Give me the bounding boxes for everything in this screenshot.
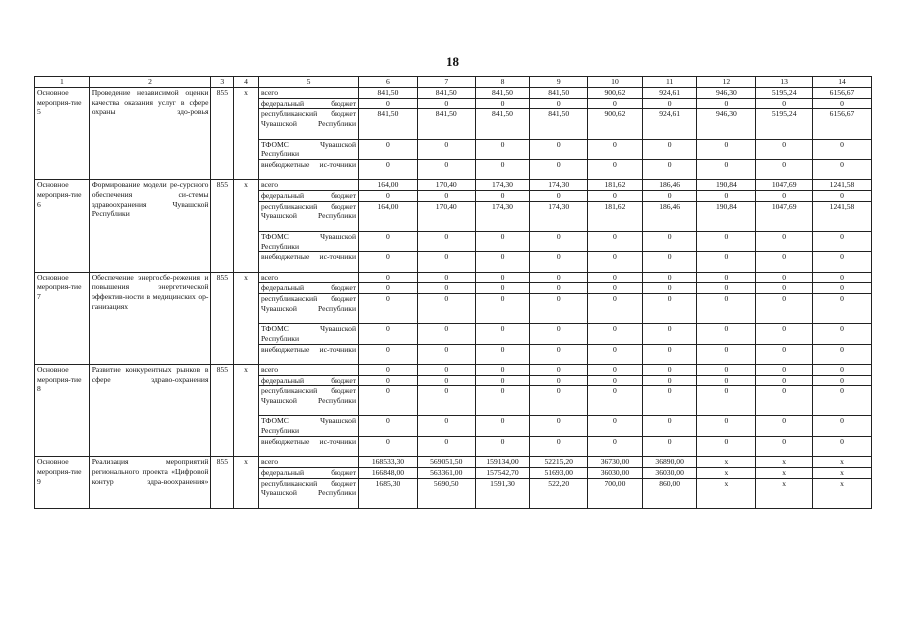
value-cell: 0 (530, 231, 588, 251)
value-cell: 860,00 (642, 478, 697, 508)
value-cell: 0 (417, 98, 475, 109)
value-cell: 0 (588, 159, 643, 179)
column-header: 4 (234, 77, 259, 88)
value-cell: 0 (588, 436, 643, 456)
value-cell: 1685,30 (359, 478, 418, 508)
value-cell: 0 (697, 98, 756, 109)
value-cell: 0 (756, 364, 813, 375)
value-cell: 0 (530, 386, 588, 416)
row-code: х (234, 180, 259, 272)
value-cell: 0 (475, 283, 530, 294)
value-cell: 0 (359, 344, 418, 364)
value-cell: 0 (813, 139, 872, 159)
value-cell: 841,50 (530, 109, 588, 139)
value-cell: 170,40 (417, 201, 475, 231)
value-cell: 186,46 (642, 180, 697, 191)
value-cell: 0 (642, 283, 697, 294)
value-cell: 0 (756, 294, 813, 324)
column-header: 8 (475, 77, 530, 88)
value-cell: 0 (530, 272, 588, 283)
value-cell: 841,50 (359, 88, 418, 99)
table-row (35, 180, 872, 191)
value-cell: 0 (588, 272, 643, 283)
value-cell: 5195,24 (756, 88, 813, 99)
column-header: 7 (417, 77, 475, 88)
value-cell: 0 (475, 294, 530, 324)
value-cell: 0 (756, 344, 813, 364)
value-cell: 0 (417, 364, 475, 375)
column-header: 5 (258, 77, 358, 88)
value-cell: 0 (588, 324, 643, 344)
value-cell: 181,62 (588, 201, 643, 231)
table-row (35, 457, 872, 468)
row-status: Основное мероприя-тие 7 (35, 272, 90, 364)
value-cell: 0 (417, 139, 475, 159)
column-header: 1 (35, 77, 90, 88)
funding-source: республиканский бюджет Чувашской Республики (258, 386, 358, 416)
value-cell: 164,00 (359, 201, 418, 231)
value-cell: 0 (813, 191, 872, 202)
table-row (35, 364, 872, 375)
value-cell: 0 (417, 386, 475, 416)
value-cell: 0 (475, 272, 530, 283)
value-cell: 522,20 (530, 478, 588, 508)
value-cell: 6156,67 (813, 109, 872, 139)
value-cell: 0 (813, 375, 872, 386)
value-cell: 0 (530, 416, 588, 436)
value-cell: 166848,00 (359, 467, 418, 478)
value-cell: 0 (697, 191, 756, 202)
table-row (35, 88, 872, 99)
value-cell: 0 (697, 231, 756, 251)
funding-source: ТФОМС Чувашской Республики (258, 324, 358, 344)
value-cell: 0 (697, 324, 756, 344)
row-code: х (234, 272, 259, 364)
value-cell: 0 (359, 436, 418, 456)
value-cell: 0 (813, 344, 872, 364)
value-cell: 0 (417, 272, 475, 283)
value-cell: 0 (642, 191, 697, 202)
value-cell: 0 (530, 375, 588, 386)
value-cell: 0 (697, 344, 756, 364)
row-grbs: 855 (211, 272, 234, 364)
value-cell: 0 (642, 272, 697, 283)
value-cell: х (813, 457, 872, 468)
value-cell: 170,40 (417, 180, 475, 191)
value-cell: 0 (588, 231, 643, 251)
value-cell: 0 (642, 416, 697, 436)
value-cell: 190,84 (697, 180, 756, 191)
value-cell: 0 (475, 416, 530, 436)
funding-source: федеральный бюджет (258, 191, 358, 202)
value-cell: 0 (417, 283, 475, 294)
row-status: Основное мероприя-тие 5 (35, 88, 90, 180)
value-cell: 0 (588, 364, 643, 375)
value-cell: 0 (359, 159, 418, 179)
funding-source: всего (258, 180, 358, 191)
value-cell: 1591,30 (475, 478, 530, 508)
funding-source: ТФОМС Чувашской Республики (258, 416, 358, 436)
row-code: х (234, 88, 259, 180)
page-number: 18 (446, 54, 459, 69)
value-cell: 0 (417, 324, 475, 344)
value-cell: 0 (475, 191, 530, 202)
value-cell: 0 (642, 252, 697, 272)
value-cell: 0 (813, 159, 872, 179)
funding-source: всего (258, 88, 358, 99)
value-cell: 0 (813, 272, 872, 283)
value-cell: 0 (756, 386, 813, 416)
row-grbs: 855 (211, 180, 234, 272)
column-header: 13 (756, 77, 813, 88)
value-cell: 0 (813, 416, 872, 436)
value-cell: 174,30 (475, 180, 530, 191)
value-cell: 0 (588, 252, 643, 272)
table-row (35, 272, 872, 283)
value-cell: 174,30 (530, 201, 588, 231)
value-cell: 924,61 (642, 109, 697, 139)
value-cell: 168533,30 (359, 457, 418, 468)
value-cell: 0 (417, 344, 475, 364)
value-cell: 0 (756, 191, 813, 202)
value-cell: 0 (359, 231, 418, 251)
value-cell: 0 (588, 416, 643, 436)
value-cell: 0 (475, 344, 530, 364)
funding-source: федеральный бюджет (258, 467, 358, 478)
value-cell: 0 (359, 375, 418, 386)
value-cell: 0 (588, 375, 643, 386)
value-cell: х (813, 467, 872, 478)
value-cell: 0 (756, 252, 813, 272)
column-header: 3 (211, 77, 234, 88)
column-header: 10 (588, 77, 643, 88)
value-cell: 946,30 (697, 109, 756, 139)
value-cell: 0 (697, 252, 756, 272)
value-cell: 0 (359, 416, 418, 436)
value-cell: х (756, 457, 813, 468)
value-cell: 946,30 (697, 88, 756, 99)
budget-table (34, 76, 872, 509)
value-cell: х (697, 467, 756, 478)
row-name: Формирование модели ре-сурсного обеспечения си-стемы здравоохранения Чувашской Республики (89, 180, 211, 272)
row-name: Реализация мероприятий регионального проекта «Цифровой контур здра-воохранения» (89, 457, 211, 509)
column-header: 12 (697, 77, 756, 88)
funding-source: всего (258, 272, 358, 283)
funding-source: федеральный бюджет (258, 283, 358, 294)
value-cell: 0 (417, 416, 475, 436)
row-grbs: 855 (211, 364, 234, 456)
value-cell: 0 (756, 283, 813, 294)
value-cell: х (813, 478, 872, 508)
value-cell: 900,62 (588, 109, 643, 139)
value-cell: 0 (756, 436, 813, 456)
value-cell: 0 (417, 252, 475, 272)
value-cell: 0 (475, 159, 530, 179)
value-cell: 0 (359, 386, 418, 416)
value-cell: 0 (359, 283, 418, 294)
value-cell: 841,50 (475, 109, 530, 139)
value-cell: 0 (530, 294, 588, 324)
value-cell: 181,62 (588, 180, 643, 191)
value-cell: 0 (530, 191, 588, 202)
funding-source: республиканский бюджет Чувашской Республики (258, 478, 358, 508)
value-cell: 174,30 (530, 180, 588, 191)
funding-source: республиканский бюджет Чувашской Республики (258, 201, 358, 231)
value-cell: 0 (756, 139, 813, 159)
funding-source: всего (258, 457, 358, 468)
value-cell: х (756, 467, 813, 478)
value-cell: 0 (417, 159, 475, 179)
value-cell: 0 (359, 191, 418, 202)
value-cell: 1241,58 (813, 180, 872, 191)
value-cell: 1047,69 (756, 180, 813, 191)
funding-source: внебюджетные ис-точники (258, 252, 358, 272)
row-grbs: 855 (211, 457, 234, 509)
value-cell: 0 (697, 375, 756, 386)
value-cell: 36030,00 (588, 467, 643, 478)
value-cell: 0 (642, 139, 697, 159)
value-cell: 0 (359, 98, 418, 109)
value-cell: 0 (359, 252, 418, 272)
value-cell: 0 (359, 294, 418, 324)
value-cell: 0 (756, 416, 813, 436)
value-cell: 0 (475, 231, 530, 251)
value-cell: 841,50 (417, 88, 475, 99)
value-cell: 0 (697, 139, 756, 159)
value-cell: 0 (813, 231, 872, 251)
value-cell: 0 (475, 375, 530, 386)
value-cell: 0 (697, 159, 756, 179)
funding-source: республиканский бюджет Чувашской Республики (258, 109, 358, 139)
value-cell: 563361,00 (417, 467, 475, 478)
value-cell: 6156,67 (813, 88, 872, 99)
value-cell: 186,46 (642, 201, 697, 231)
value-cell: 0 (417, 294, 475, 324)
funding-source: всего (258, 364, 358, 375)
value-cell: 0 (475, 386, 530, 416)
value-cell: 0 (642, 98, 697, 109)
value-cell: х (756, 478, 813, 508)
value-cell: х (697, 478, 756, 508)
value-cell: 0 (530, 159, 588, 179)
value-cell: 0 (813, 436, 872, 456)
value-cell: 0 (756, 272, 813, 283)
value-cell: 0 (697, 294, 756, 324)
value-cell: 0 (475, 436, 530, 456)
value-cell: 0 (756, 231, 813, 251)
value-cell: 0 (756, 159, 813, 179)
value-cell: 51693,00 (530, 467, 588, 478)
value-cell: 0 (588, 139, 643, 159)
value-cell: 0 (642, 386, 697, 416)
row-code: х (234, 364, 259, 456)
value-cell: 174,30 (475, 201, 530, 231)
row-name: Развитие конкурентных рынков в сфере здраво-охранения (89, 364, 211, 456)
value-cell: 700,00 (588, 478, 643, 508)
value-cell: 0 (417, 231, 475, 251)
value-cell: 157542,70 (475, 467, 530, 478)
value-cell: 36730,00 (588, 457, 643, 468)
row-status: Основное мероприя-тие 6 (35, 180, 90, 272)
value-cell: 0 (642, 159, 697, 179)
value-cell: 0 (530, 98, 588, 109)
value-cell: 0 (756, 324, 813, 344)
value-cell: 0 (530, 139, 588, 159)
column-header: 9 (530, 77, 588, 88)
value-cell: 1241,58 (813, 201, 872, 231)
value-cell: 1047,69 (756, 201, 813, 231)
value-cell: 0 (475, 98, 530, 109)
value-cell: 5195,24 (756, 109, 813, 139)
value-cell: 0 (588, 386, 643, 416)
value-cell: 0 (697, 416, 756, 436)
value-cell: 0 (530, 252, 588, 272)
header-row (35, 77, 872, 88)
value-cell: 0 (475, 324, 530, 344)
value-cell: 0 (697, 386, 756, 416)
value-cell: 0 (475, 364, 530, 375)
value-cell: 0 (359, 364, 418, 375)
funding-source: федеральный бюджет (258, 375, 358, 386)
value-cell: 159134,00 (475, 457, 530, 468)
value-cell: 190,84 (697, 201, 756, 231)
value-cell: 5690,50 (417, 478, 475, 508)
value-cell: 0 (642, 375, 697, 386)
funding-source: ТФОМС Чувашской Республики (258, 139, 358, 159)
value-cell: 0 (417, 375, 475, 386)
value-cell: 164,00 (359, 180, 418, 191)
value-cell: 0 (588, 191, 643, 202)
row-grbs: 855 (211, 88, 234, 180)
funding-source: внебюджетные ис-точники (258, 159, 358, 179)
value-cell: 0 (813, 364, 872, 375)
row-name: Проведение независимой оценки качества оказания услуг в сфере охраны здо-ровья (89, 88, 211, 180)
value-cell: 0 (642, 436, 697, 456)
value-cell: 0 (813, 294, 872, 324)
value-cell: 0 (530, 283, 588, 294)
value-cell: 0 (642, 294, 697, 324)
value-cell: 0 (642, 231, 697, 251)
value-cell: 841,50 (475, 88, 530, 99)
value-cell: 0 (588, 283, 643, 294)
value-cell: 0 (642, 324, 697, 344)
value-cell: 0 (813, 283, 872, 294)
value-cell: 0 (475, 139, 530, 159)
funding-source: федеральный бюджет (258, 98, 358, 109)
value-cell: 0 (530, 324, 588, 344)
funding-source: внебюджетные ис-точники (258, 344, 358, 364)
value-cell: 0 (359, 324, 418, 344)
row-status: Основное мероприя-тие 8 (35, 364, 90, 456)
column-header: 11 (642, 77, 697, 88)
column-header: 6 (359, 77, 418, 88)
value-cell: 0 (359, 139, 418, 159)
value-cell: 0 (697, 364, 756, 375)
value-cell: 0 (697, 283, 756, 294)
value-cell: 841,50 (417, 109, 475, 139)
column-header: 14 (813, 77, 872, 88)
row-name: Обеспечение энергосбе-режения и повышения энергетической эффектив-ности в медицинских ор-ганизациях (89, 272, 211, 364)
value-cell: 36030,00 (642, 467, 697, 478)
value-cell: 0 (417, 436, 475, 456)
value-cell: 0 (417, 191, 475, 202)
value-cell: 0 (588, 98, 643, 109)
value-cell: 0 (813, 98, 872, 109)
value-cell: 0 (697, 436, 756, 456)
value-cell: 0 (697, 272, 756, 283)
value-cell: 900,62 (588, 88, 643, 99)
value-cell: 0 (588, 344, 643, 364)
value-cell: 0 (756, 375, 813, 386)
value-cell: 0 (530, 436, 588, 456)
funding-source: внебюджетные ис-точники (258, 436, 358, 456)
funding-source: ТФОМС Чувашской Республики (258, 231, 358, 251)
row-status: Основное мероприя-тие 9 (35, 457, 90, 509)
value-cell: 569051,50 (417, 457, 475, 468)
value-cell: 0 (813, 252, 872, 272)
value-cell: 0 (359, 272, 418, 283)
value-cell: 0 (475, 252, 530, 272)
value-cell: 36890,00 (642, 457, 697, 468)
value-cell: 924,61 (642, 88, 697, 99)
column-header: 2 (89, 77, 211, 88)
value-cell: 0 (756, 98, 813, 109)
value-cell: 0 (813, 386, 872, 416)
value-cell: 841,50 (359, 109, 418, 139)
value-cell: 0 (642, 364, 697, 375)
funding-source: республиканский бюджет Чувашской Республики (258, 294, 358, 324)
value-cell: 0 (588, 294, 643, 324)
value-cell: х (697, 457, 756, 468)
value-cell: 841,50 (530, 88, 588, 99)
value-cell: 0 (813, 324, 872, 344)
value-cell: 0 (642, 344, 697, 364)
value-cell: 0 (530, 344, 588, 364)
value-cell: 0 (530, 364, 588, 375)
row-code: х (234, 457, 259, 509)
value-cell: 52215,20 (530, 457, 588, 468)
